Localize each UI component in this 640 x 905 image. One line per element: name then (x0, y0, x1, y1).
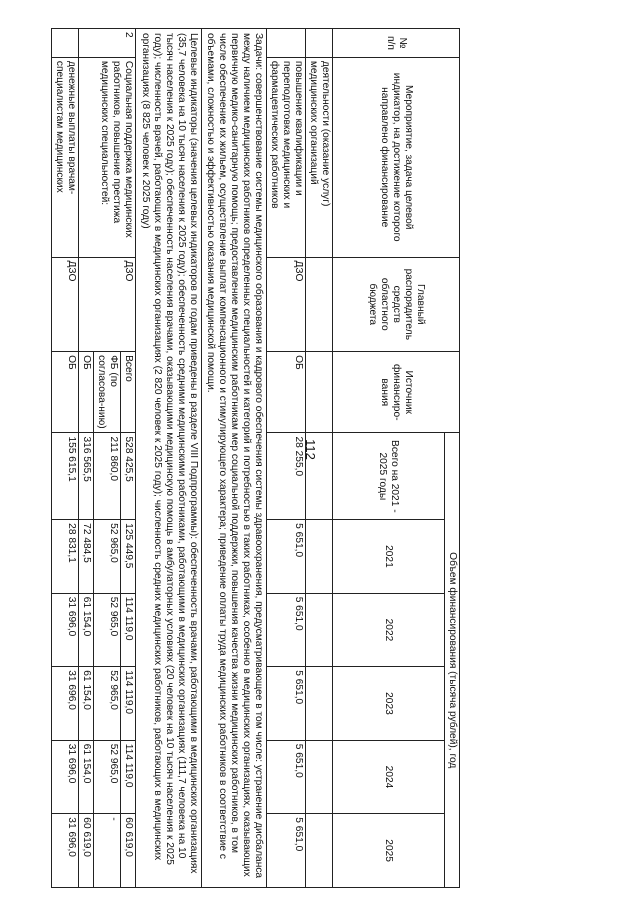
cell-measure: денежные выплаты врачам-специалистам медицинских (52, 57, 79, 257)
task-row (201, 29, 266, 888)
cell-value: 31 696,0 (52, 740, 79, 814)
cell-value: 60 619,0 (79, 814, 94, 888)
cell-measure: деятельности (оказание услуг) медицинских организаций (305, 57, 332, 257)
funding-table (51, 28, 460, 888)
header-manager: Главный распорядитель средств областного бюджета (332, 257, 459, 352)
cell-value: 28 255,0 (266, 433, 305, 520)
cell-value (302, 433, 332, 520)
indicators-row (136, 29, 201, 888)
cell-value (305, 520, 332, 594)
cell-value: 31 696,0 (52, 667, 79, 741)
cell-value: 114 119,0 (121, 593, 136, 667)
cell-value: 52 965,0 (94, 667, 121, 741)
header-year: 2023 (332, 667, 444, 741)
cell-source: ФБ (по согласова-нию) (94, 352, 121, 433)
cell-manager: ДЗО (266, 257, 305, 352)
cell-value: 61 154,0 (79, 593, 94, 667)
cell-source: Всего (121, 352, 136, 433)
cell-value: 5 651,0 (266, 740, 305, 814)
cell-value: 114 119,0 (121, 740, 136, 814)
cell-value: 28 831,1 (52, 520, 79, 594)
cell-value: 125 449,5 (121, 520, 136, 594)
table-row (305, 29, 332, 888)
cell-value: 5 651,0 (266, 814, 305, 888)
cell-no (52, 29, 79, 58)
cell-value (305, 814, 332, 888)
cell-source: ОБ (52, 352, 79, 433)
header-year: 2024 (332, 740, 444, 814)
cell-value: 5 651,0 (266, 520, 305, 594)
header-no: № п/п (332, 29, 459, 58)
cell-source: ОБ (79, 352, 94, 433)
cell-no (305, 29, 332, 58)
cell-value: 52 965,0 (94, 520, 121, 594)
cell-value: 114 119,0 (121, 667, 136, 741)
cell-value: - (94, 814, 121, 888)
cell-value: 61 154,0 (79, 667, 94, 741)
cell-value: 72 484,5 (79, 520, 94, 594)
page-number: 112 (302, 439, 318, 460)
header-year: 2025 (332, 814, 444, 888)
cell-measure: Социальная поддержка медицинских работников, повышение престижа медицинских специальностей: (79, 57, 136, 257)
cell-value: 31 696,0 (52, 814, 79, 888)
cell-value: 528 425,5 (121, 433, 136, 520)
cell-value: 60 619,0 (121, 814, 136, 888)
cell-value: 31 696,0 (52, 593, 79, 667)
cell-value: 5 651,0 (266, 667, 305, 741)
cell-manager: ДЗО (52, 257, 79, 352)
header-row-1 (444, 29, 459, 888)
cell-value: 316 565,5 (79, 433, 94, 520)
header-total: Всего на 2021 - 2025 годы (332, 433, 444, 520)
task-text: Задачи: совершенствование системы медицинского образования и кадрового обеспечения системы здравоохранения, предусматривающее в том числе: устранение дисбаланса между наличием медицинских работников определенных специальностей и категорий и потребностью в таких работниках, особенно в медицинских организациях, оказывающих первичную медико-санитарную помощь; предоставление медицинским работникам мер социальной поддержки, повышения качества жизни медицинских работников, в том числе обеспечение их жильем, осуществление выплат компенсационного и стимулирующего характера; приведение оплаты труда медицинских работников в соответствие с объемами, сложностью и эффективностью оказания медицинской помощи. (201, 29, 266, 888)
cell-manager (305, 257, 332, 352)
table-row (52, 29, 79, 888)
cell-value (305, 667, 332, 741)
indicators-text: Целевые индикаторы (значения целевых индикаторов по годам приведены в разделе VIII Подпрограммы): обеспеченность врачами, работающими в медицинских организациях (35,7 человека на 10 тысяч населения к 2025 году); обеспеченность средними медицинскими работниками, работающими в медицинских организациях (111,7 человека на 10 тысяч населения к 2025 году); обеспеченность населения врачами, оказывающими медицинскую помощь в амбулаторных условиях (20 человек на 10 тысяч населения к 2025 году); численность врачей, работающих в медицинских организациях (2 820 человек к 2025 году); численность средних медицинских работников, работающих в медицинских организациях (8 825 человек к 2025 году) (136, 29, 201, 888)
cell-no (266, 29, 305, 58)
cell-value: 5 651,0 (266, 593, 305, 667)
cell-manager: ДЗО (79, 257, 136, 352)
cell-value: 61 154,0 (79, 740, 94, 814)
cell-value (305, 740, 332, 814)
cell-no: 2 (79, 29, 136, 58)
header-source: Источник финансиро-вания (332, 352, 459, 433)
table-row (266, 29, 305, 888)
header-funding-group: Объем финансирования (тысяча рублей), год (444, 433, 459, 888)
header-measure: Мероприятие, задача целевой индикатор, на достижение которого направлено финансирование (332, 57, 459, 257)
cell-measure: повышение квалификации и переподготовка медицинских и фармацевтических работников (266, 57, 305, 257)
cell-value: 52 965,0 (94, 740, 121, 814)
rotated-table-sheet (54, 28, 460, 888)
cell-value: 52 965,0 (94, 593, 121, 667)
header-year: 2021 (332, 520, 444, 594)
cell-value: 155 615,1 (52, 433, 79, 520)
header-year: 2022 (332, 593, 444, 667)
cell-value (305, 593, 332, 667)
cell-value: 211 860,0 (94, 433, 121, 520)
cell-source: ОБ (266, 352, 305, 433)
table-row (121, 29, 136, 888)
cell-source (305, 352, 332, 433)
